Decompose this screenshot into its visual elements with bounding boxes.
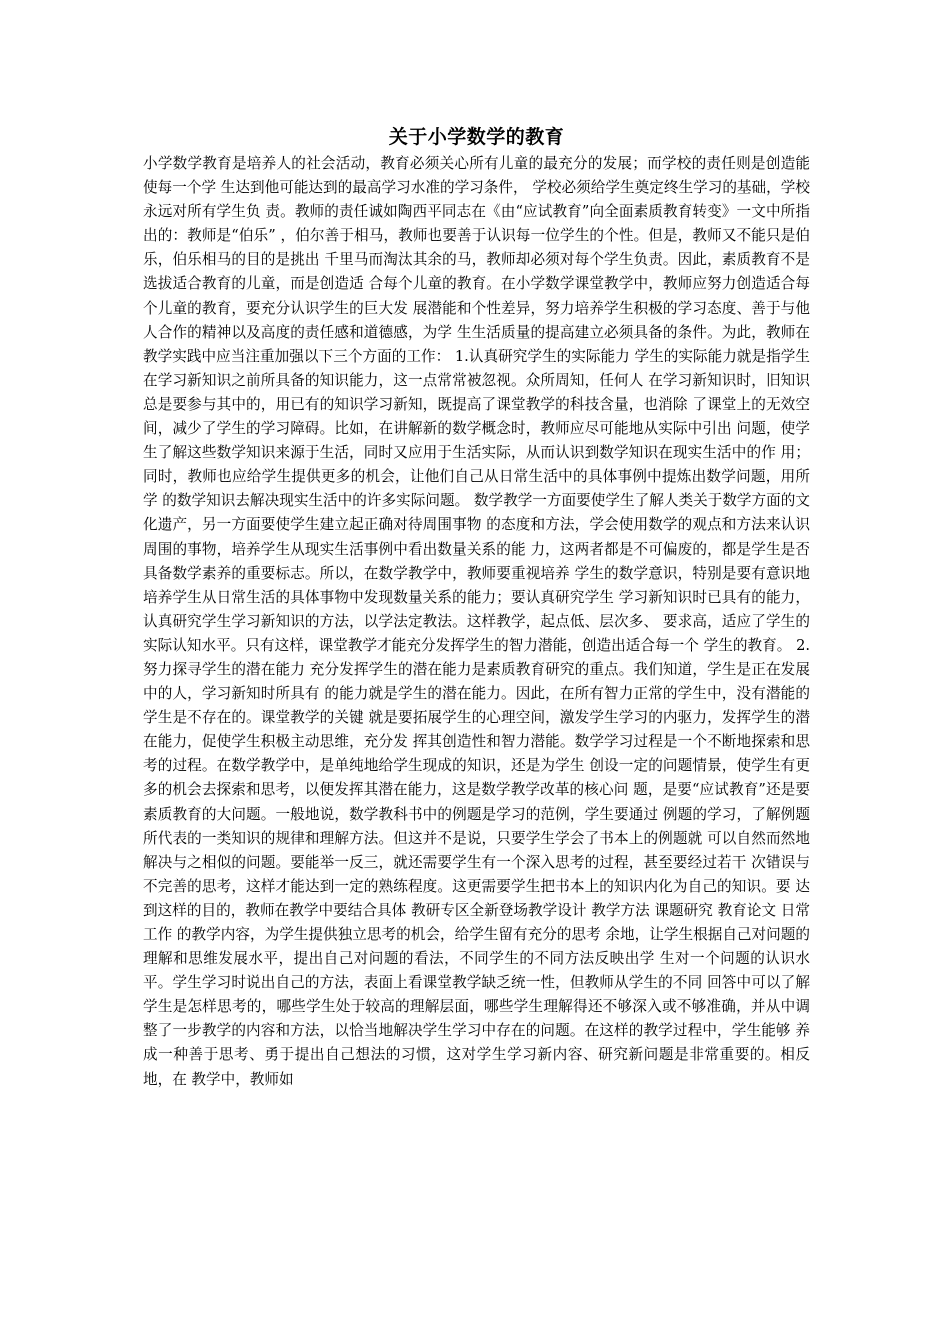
document-body-text: 小学数学教育是培养人的社会活动，教育必须关心所有儿童的最充分的发展；而学校的责任则是创造能使每一个学 生达到他可能达到的最高学习水准的学习条件， 学校必须给学生奠定终生学习的基础，学校永远对所有学生负 责。教师的责任诚如陶西平同志在《由“应试教育”向全面素质教育转变》一文中所指出的：教师是“伯乐” ，伯尔善于相马，教师也要善于认识每一位学生的个性。但是，教师又不能只是伯乐，伯乐相马的目的是挑出 千里马而淘汰其余的马，教师却必须对每个学生负责。因此，素质教育不是选拔适合教育的儿童，而是创造适 合每个儿童的教育。在小学数学课堂教学中，教师应努力创造适合每个儿童的教育，要充分认识学生的巨大发 展潜能和个性差异，努力培养学生积极的学习态度、善于与他人合作的精神以及高度的责任感和道德感，为学 生生活质量的提高建立必须具备的条件。为此，教师在教学实践中应当注重加强以下三个方面的工作： 1.认真研究学生的实际能力 学生的实际能力就是指学生在学习新知识之前所具备的知识能力，这一点常常被忽视。众所周知，任何人 在学习新知识时，旧知识总是要参与其中的，用已有的知识学习新知，既提高了课堂教学的科技含量，也消除 了课堂上的无效空间，减少了学生的学习障碍。比如，在讲解新的数学概念时，教师应尽可能地从实际中引出 问题，使学生了解这些数学知识来源于生活，同时又应用于生活实际，从而认识到数学知识在现实生活中的作 用；同时，教师也应给学生提供更多的机会，让他们自己从日常生活中的具体事例中提炼出数学问题，用所学 的数学知识去解决现实生活中的许多实际问题。 数学教学一方面要使学生了解人类关于数学方面的文化遗产，另一方面要使学生建立起正确对待周围事物 的态度和方法，学会使用数学的观点和方法来认识周围的事物，培养学生从现实生活事例中看出数量关系的能 力，这两者都是不可偏废的，都是学生是否具备数学素养的重要标志。所以，在数学教学中，教师要重视培养 学生的数学意识，特别是要有意识地培养学生从日常生活的具体事物中发现数量关系的能力；要认真研究学生 学习新知识时已具有的能力，认真研究学生学习新知识的方法，以学法定教法。这样教学，起点低、层次多、 要求高，适应了学生的实际认知水平。只有这样，课堂教学才能充分发挥学生的智力潜能，创造出适合每一个 学生的教育。 2.努力探寻学生的潜在能力 充分发挥学生的潜在能力是素质教育研究的重点。我们知道，学生是正在发展中的人，学习新知时所具有 的能力就是学生的潜在能力。因此，在所有智力正常的学生中，没有潜能的学生是不存在的。课堂教学的关键 就是要拓展学生的心理空间，激发学生学习的内驱力，发挥学生的潜在能力，促使学生积极主动思维，充分发 挥其创造性和智力潜能。数学学习过程是一个不断地探索和思考的过程。在数学教学中，是单纯地给学生现成的知识，还是为学生 创设一定的问题情景，使学生有更多的机会去探索和思考，以便发挥其潜在能力，这是数学教学改革的核心问 题，是要“应试教育”还是要素质教育的大问题。一般地说，数学教科书中的例题是学习的范例，学生要通过 例题的学习，了解例题所代表的一类知识的规律和理解方法。但这并不是说，只要学生学会了书本上的例题就 可以自然而然地解决与之相似的问题。要能举一反三，就还需要学生有一个深入思考的过程，甚至要经过若干 次错误与不完善的思考，这样才能达到一定的熟练程度。这更需要学生把书本上的知识内化为自己的知识。要 达到这样的目的，教师在教学中要结合具体 教研专区全新登场教学设计 教学方法 课题研究 教育论文 日常工作 的教学内容，为学生提供独立思考的机会，给学生留有充分的思考 余地，让学生根据自己对问题的理解和思维发展水平，提出自己对问题的看法，不同学生的不同方法反映出学 生对一个问题的认识水平。学生学习时说出自己的方法，表面上看课堂教学缺乏统一性，但教师从学生的不同 回答中可以了解学生是怎样思考的，哪些学生处于较高的理解层面，哪些学生理解得还不够深入或不够准确，并从中调整了一步教学的内容和方法，以恰当地解决学生学习中存在的问题。在这样的教学过程中，学生能够 养成一种善于思考、勇于提出自己想法的习惯，这对学生学习新内容、研究新问题是非常重要的。相反地，在 教学中，教师如	[143, 155, 810, 1088]
document-title: 关于小学数学的教育	[388, 126, 565, 148]
document-page	[143, 122, 810, 1092]
